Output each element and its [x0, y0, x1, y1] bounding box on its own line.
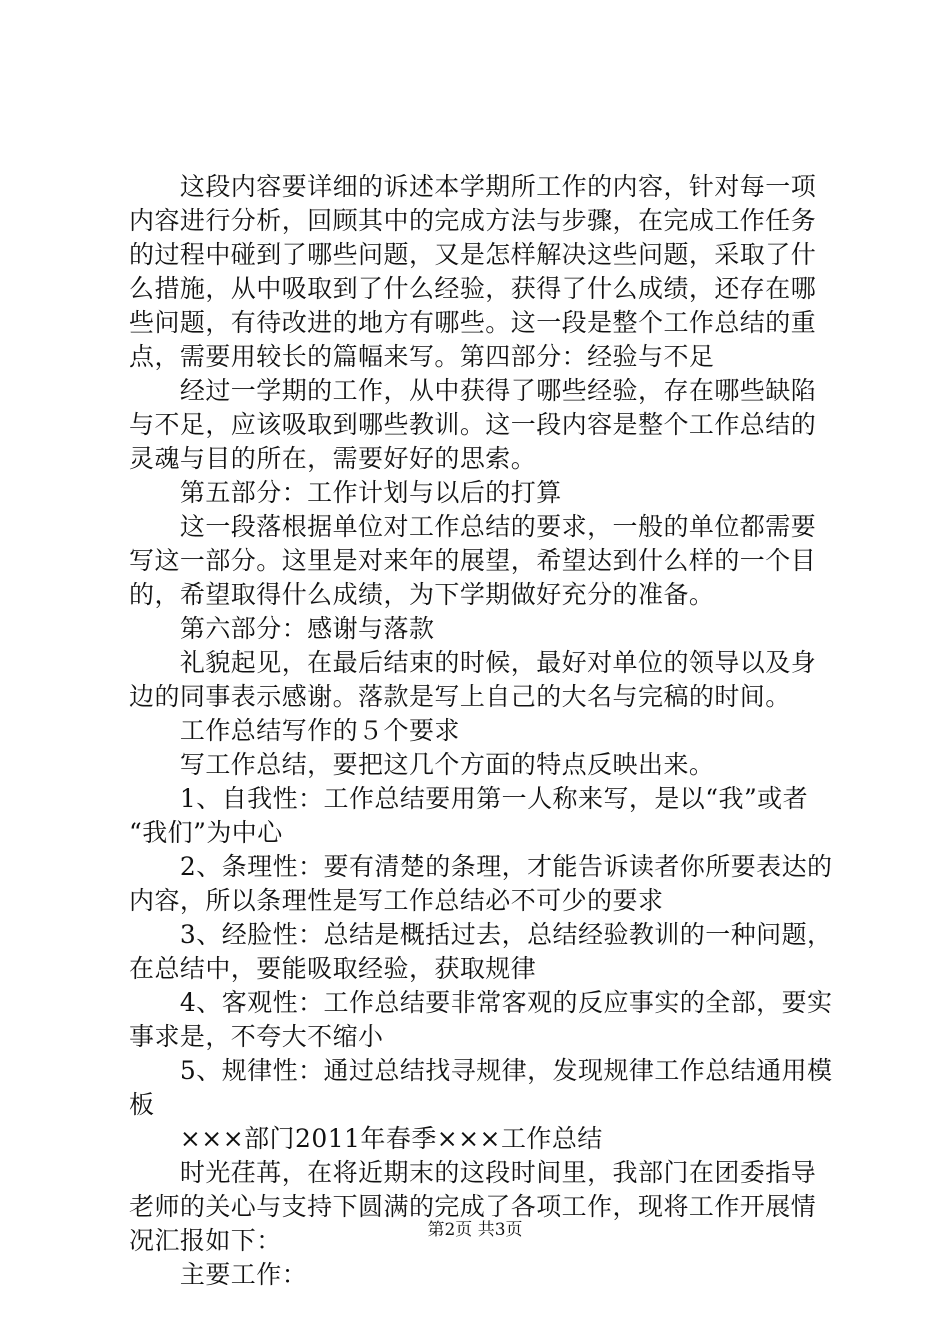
- text-line: 礼貌起见，在最后结束的时候，最好对单位的领导以及身: [129, 648, 817, 677]
- text-line: 事求是，不夸大不缩小: [129, 1022, 384, 1051]
- text-line: 这一段落根据单位对工作总结的要求，一般的单位都需要: [129, 512, 817, 541]
- text-line: 板: [129, 1090, 155, 1119]
- text-line: 些问题，有待改进的地方有哪些。这一段是整个工作总结的重: [129, 308, 817, 337]
- text-line: 经过一学期的工作，从中获得了哪些经验，存在哪些缺陷: [129, 376, 817, 405]
- text-line: 况汇报如下：: [129, 1226, 282, 1255]
- text-line: 么措施，从中吸取到了什么经验，获得了什么成绩，还存在哪: [129, 274, 817, 303]
- text-line: 与不足，应该吸取到哪些教训。这一段内容是整个工作总结的: [129, 410, 817, 439]
- text-line: 灵魂与目的所在，需要好好的思索。: [129, 444, 537, 473]
- text-line: 这段内容要详细的诉述本学期所工作的内容，针对每一项: [129, 172, 817, 201]
- section-heading: 第六部分：感谢与落款: [129, 614, 435, 643]
- text-line: 写工作总结，要把这几个方面的特点反映出来。: [129, 750, 715, 779]
- section-heading: 工作总结写作的５个要求: [129, 716, 460, 745]
- list-item: 3、经脸性：总结是概括过去，总结经验教训的一种问题，: [129, 920, 833, 949]
- text-line: “我们”为中心: [129, 818, 283, 847]
- section-heading: ×××部门2011年春季×××工作总结: [129, 1124, 603, 1153]
- text-line: 内容进行分析，回顾其中的完成方法与步骤，在完成工作任务: [129, 206, 817, 235]
- text-line: 点，需要用较长的篇幅来写。第四部分：经验与不足: [129, 342, 715, 371]
- text-line: 的，希望取得什么成绩，为下学期做好充分的准备。: [129, 580, 715, 609]
- document-body: [129, 170, 833, 1292]
- list-item: 2、条理性：要有清楚的条理，才能告诉读者你所要表达的: [129, 852, 833, 881]
- text-line: 时光荏苒，在将近期末的这段时间里，我部门在团委指导: [129, 1158, 817, 1187]
- list-item: 1、自我性：工作总结要用第一人称来写，是以“我”或者: [129, 784, 809, 813]
- page-number-footer: 第2页 共3页: [427, 1220, 523, 1240]
- list-item: 5、规律性：通过总结找寻规律，发现规律工作总结通用模: [129, 1056, 833, 1085]
- text-line: 在总结中，要能吸取经验，获取规律: [129, 954, 537, 983]
- text-line: 边的同事表示感谢。落款是写上自己的大名与完稿的时间。: [129, 682, 791, 711]
- text-line: 内容，所以条理性是写工作总结必不可少的要求: [129, 886, 664, 915]
- text-line: 的过程中碰到了哪些问题，又是怎样解决这些问题，采取了什: [129, 240, 817, 269]
- section-heading: 第五部分：工作计划与以后的打算: [129, 478, 562, 507]
- section-heading: 主要工作：: [129, 1260, 308, 1289]
- text-line: 写这一部分。这里是对来年的展望，希望达到什么样的一个目: [129, 546, 817, 575]
- list-item: 4、客观性：工作总结要非常客观的反应事实的全部，要实: [129, 988, 833, 1017]
- text-line: 老师的关心与支持下圆满的完成了各项工作，现将工作开展情: [129, 1192, 817, 1221]
